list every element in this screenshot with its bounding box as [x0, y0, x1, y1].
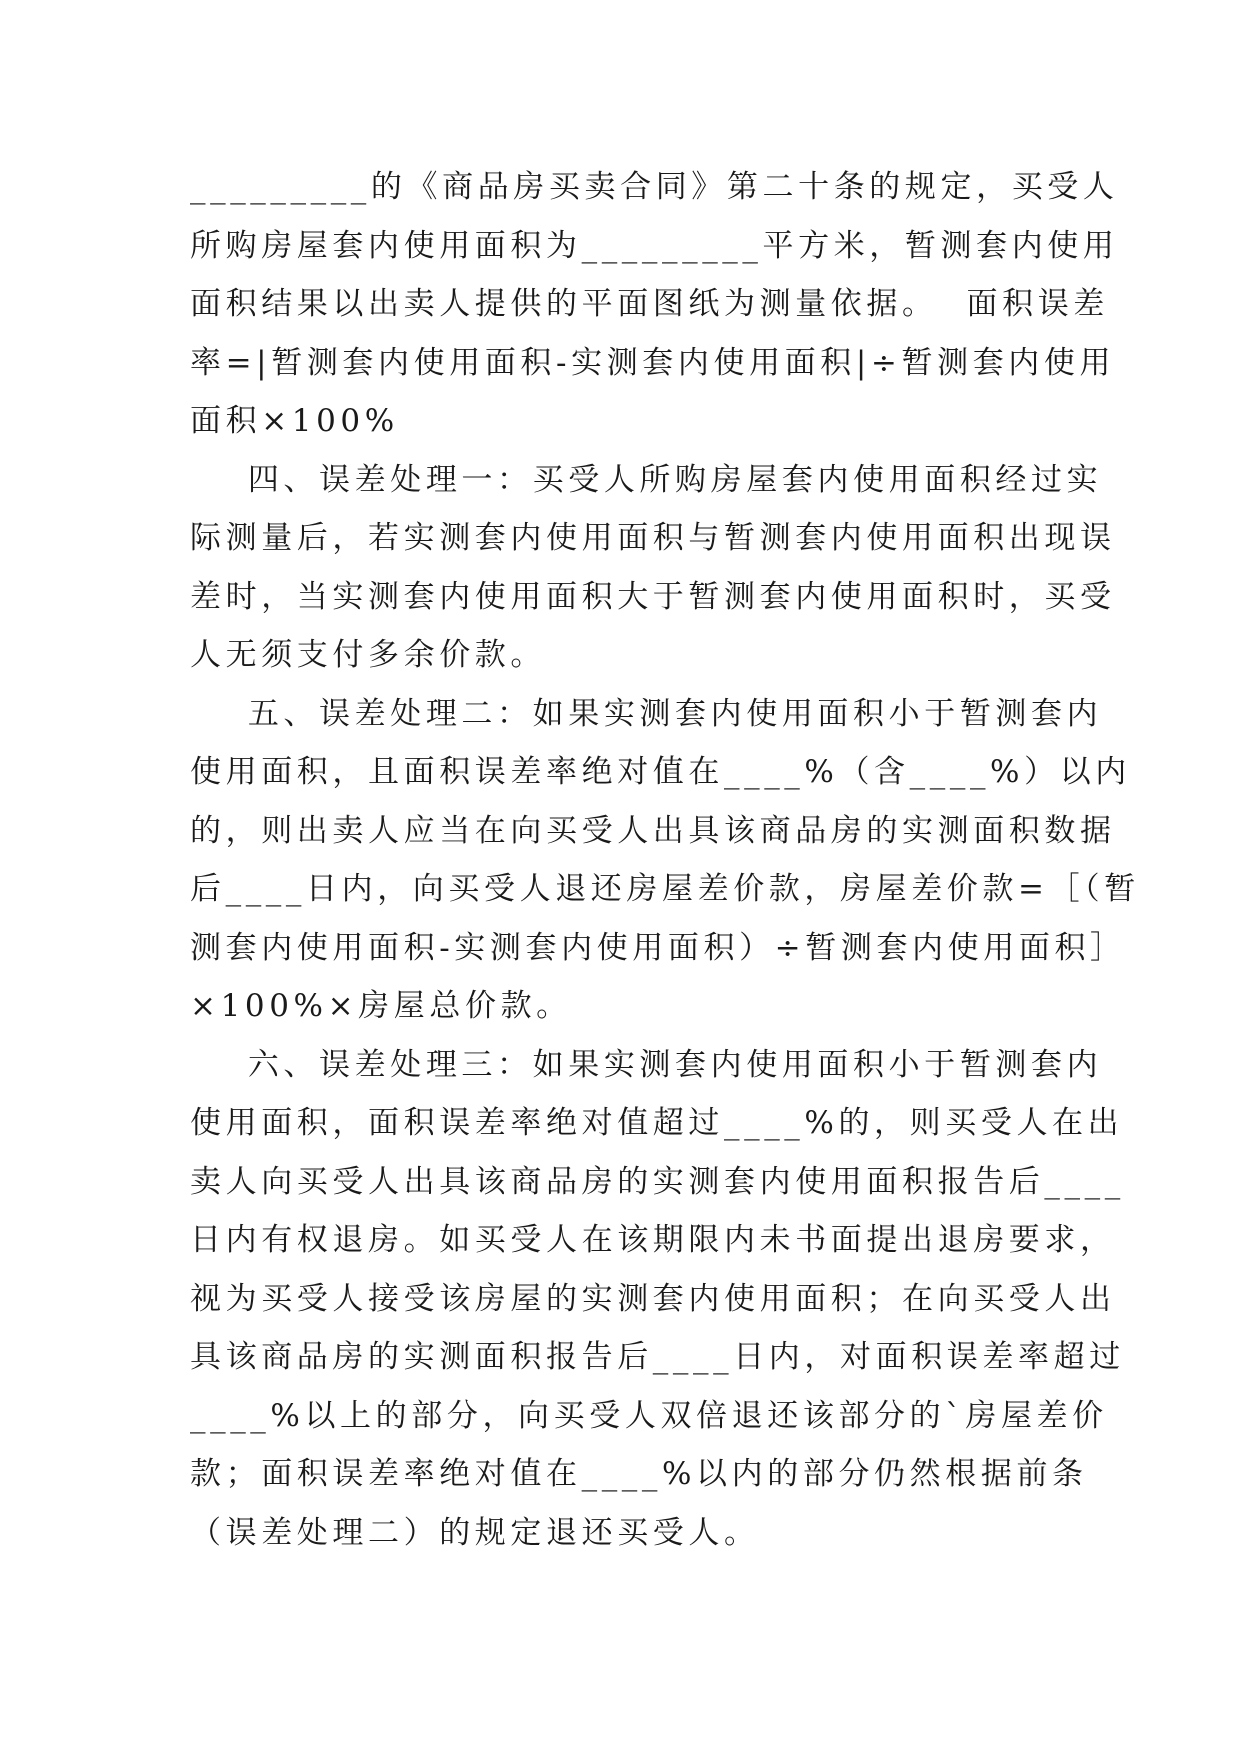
text-line: 卖人向买受人出具该商品房的实测套内使用面积报告后____ [190, 1163, 1125, 1200]
text-line: 四、误差处理一：买受人所购房屋套内使用面积经过实 [190, 461, 1103, 498]
text-line: 际测量后，若实测套内使用面积与暂测套内使用面积出现误 [190, 520, 1116, 556]
text-line: （误差处理二）的规定退还买受人。 [190, 1514, 760, 1551]
text-line: 视为买受人接受该房屋的实测套内使用面积；在向买受人出 [190, 1280, 1116, 1317]
text-line: 测套内使用面积-实测套内使用面积）÷暂测套内使用面积］ [190, 929, 1126, 966]
text-line: 六、误差处理三：如果实测套内使用面积小于暂测套内 [190, 1046, 1103, 1083]
text-line: 差时，当实测套内使用面积大于暂测套内使用面积时，买受 [190, 578, 1116, 615]
text-line: 率=|暂测套内使用面积-实测套内使用面积|÷暂测套内使用 [190, 344, 1116, 381]
text-line: 后____日内，向买受人退还房屋差价款，房屋差价款=［（暂 [190, 871, 1140, 907]
text-line: 使用面积，且面积误差率绝对值在____%（含____%）以内 [190, 754, 1131, 790]
document-body [190, 158, 1140, 1562]
text-line: 具该商品房的实测面积报告后____日内，对面积误差率超过 [190, 1339, 1125, 1375]
text-line: 日内有权退房。如买受人在该期限内未书面提出退房要求， [190, 1222, 1116, 1258]
text-line: 五、误差处理二：如果实测套内使用面积小于暂测套内 [190, 695, 1103, 732]
text-line: 款；面积误差率绝对值在____%以内的部分仍然根据前条 [190, 1456, 1088, 1492]
text-line: ×100%×房屋总价款。 [190, 988, 572, 1024]
text-line: 面积结果以出卖人提供的平面图纸为测量依据。 面积误差 [190, 286, 1109, 322]
text-line: 使用面积，面积误差率绝对值超过____%的，则买受人在出 [190, 1105, 1124, 1141]
text-line: _________的《商品房买卖合同》第二十条的规定，买受人 [190, 169, 1119, 205]
text-line: 面积×100% [190, 403, 399, 439]
text-line: 所购房屋套内使用面积为_________平方米，暂测套内使用 [190, 227, 1119, 264]
text-line: ____%以上的部分，向买受人双倍退还该部分的`房屋差价 [190, 1397, 1108, 1434]
text-line: 的，则出卖人应当在向买受人出具该商品房的实测面积数据 [190, 812, 1116, 849]
text-line: 人无须支付多余价款。 [190, 637, 546, 673]
